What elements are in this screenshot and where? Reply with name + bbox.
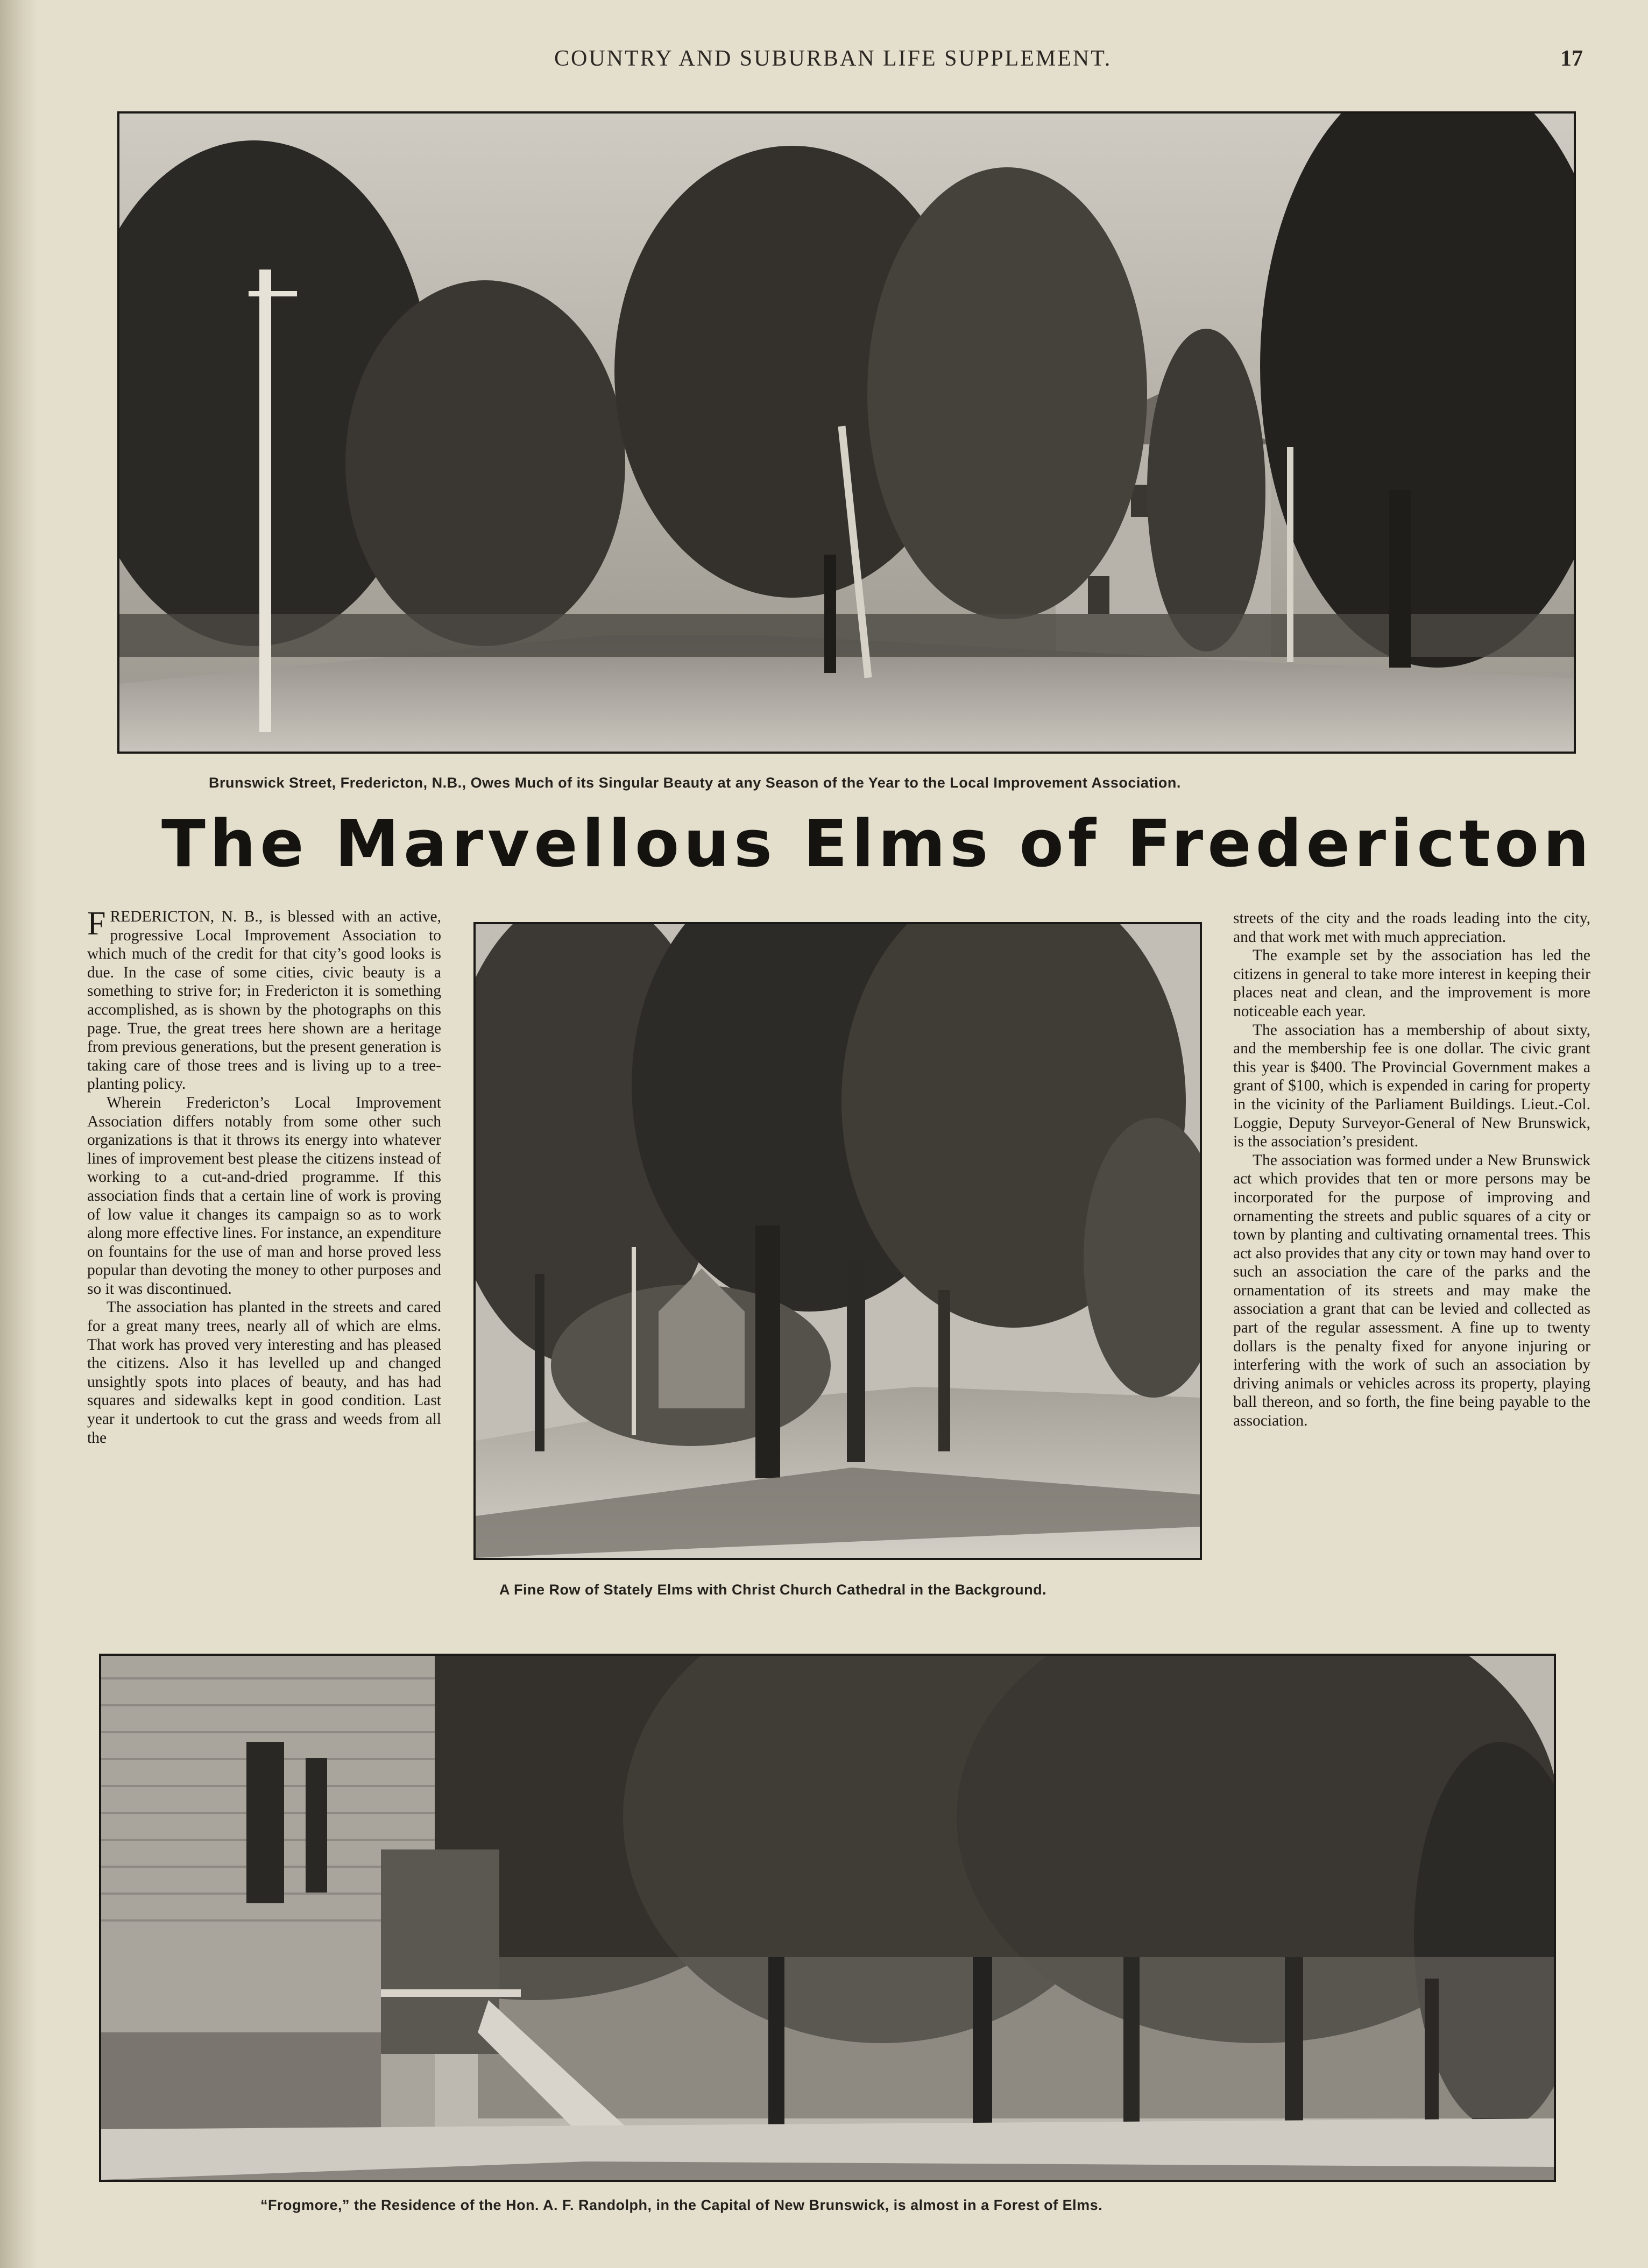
left-paragraph-1: FREDERICTON, N. B., is blessed with an active, progressive Local Improvement Association to which much of the credit for that city’s good looks is due. In the case of some cities, civic beauty is a something to strive for; in Fredericton it is something accomplished, as is shown by the photographs on this page. True, the great trees here shown are a heritage from previous generations, but the present generation is taking care of those trees and is living up to a tree-planting policy.: [87, 905, 441, 1093]
page-header: [0, 46, 1648, 78]
article-right-column: [1233, 909, 1590, 1430]
right-paragraph-2: The example set by the association has led the citizens in general to take more interest in keeping their places neat and clean, and the improvement is more noticeable each year.: [1233, 947, 1590, 1020]
left-paragraph-3: The association has planted in the streets and cared for a great many trees, nearly all of which are elms. That work has proved very interesting and has pleased the citizens. Also it has levelled up and changed unsightly spots into places of beauty, and has had squares and sidewalks kept in good condition. Last year it undertook to cut the grass and weeds from all the: [87, 1299, 441, 1447]
right-paragraph-3: The association has a membership of about sixty, and the membership fee is one dollar. The civic grant this year is $400. The Provincial Government makes a grant of $100, which is expended in caring for property in the vicinity of the Parliament Buildings. Lieut.-Col. Loggie, Deputy Surveyor-General of New Brunswick, is the association’s president.: [1233, 1021, 1590, 1151]
page-binding-shadow: [0, 0, 38, 2268]
left-paragraph-2: Wherein Fredericton’s Local Improvement Association differs notably from some other such organizations is that it throws its energy into whatever lines of improvement best please the citizens instead of working to a cut-and-dried programme. If this association finds that a certain line of work is proving of low value it changes its campaign so as to work along more effective lines. For instance, an expenditure on fountains for the use of man and horse proved less popular than devoting the money to other purposes and so it was discontinued.: [87, 1094, 441, 1298]
caption-top-photo: Brunswick Street, Fredericton, N.B., Owes Much of its Singular Beauty at any Season of the Year to the Local Improvement Association.: [209, 775, 1181, 791]
caption-middle-photo: A Fine Row of Stately Elms with Christ Church Cathedral in the Background.: [499, 1582, 1047, 1598]
article-left-column: [87, 905, 441, 1447]
article-title: The Marvellous Elms of Fredericton: [161, 807, 1594, 882]
photo-frogmore-residence: [99, 1654, 1556, 2182]
dropcap: F: [87, 905, 106, 942]
page-number: 17: [1560, 46, 1583, 71]
right-paragraph-4: The association was formed under a New Brunswick act which provides that ten or more persons may be incorporated for the purpose of improving and ornamenting the streets and public squares of a city or town by planting and cultivating ornamental trees. This act also provides that any city or town may hand over to such an association the care of the parks and the ornamentation of its streets and may make the association a grant that can be levied and collected as part of the regular assessment. A fine up to twenty dollars is the penalty fixed for anyone injuring or interfering with the work of such an association by driving animals or vehicles across its property, playing ball thereon, and so forth, the fine being payable to the association.: [1233, 1151, 1590, 1430]
photo-brunswick-street: [117, 111, 1576, 754]
caption-bottom-photo: “Frogmore,” the Residence of the Hon. A. F. Randolph, in the Capital of New Brunswick, is almost in a Forest of Elms.: [260, 2197, 1103, 2213]
photo-stately-elms: [473, 922, 1202, 1560]
right-paragraph-1: streets of the city and the roads leading into the city, and that work met with much appreciation.: [1233, 910, 1590, 946]
running-head: COUNTRY AND SUBURBAN LIFE SUPPLEMENT.: [554, 46, 1112, 71]
